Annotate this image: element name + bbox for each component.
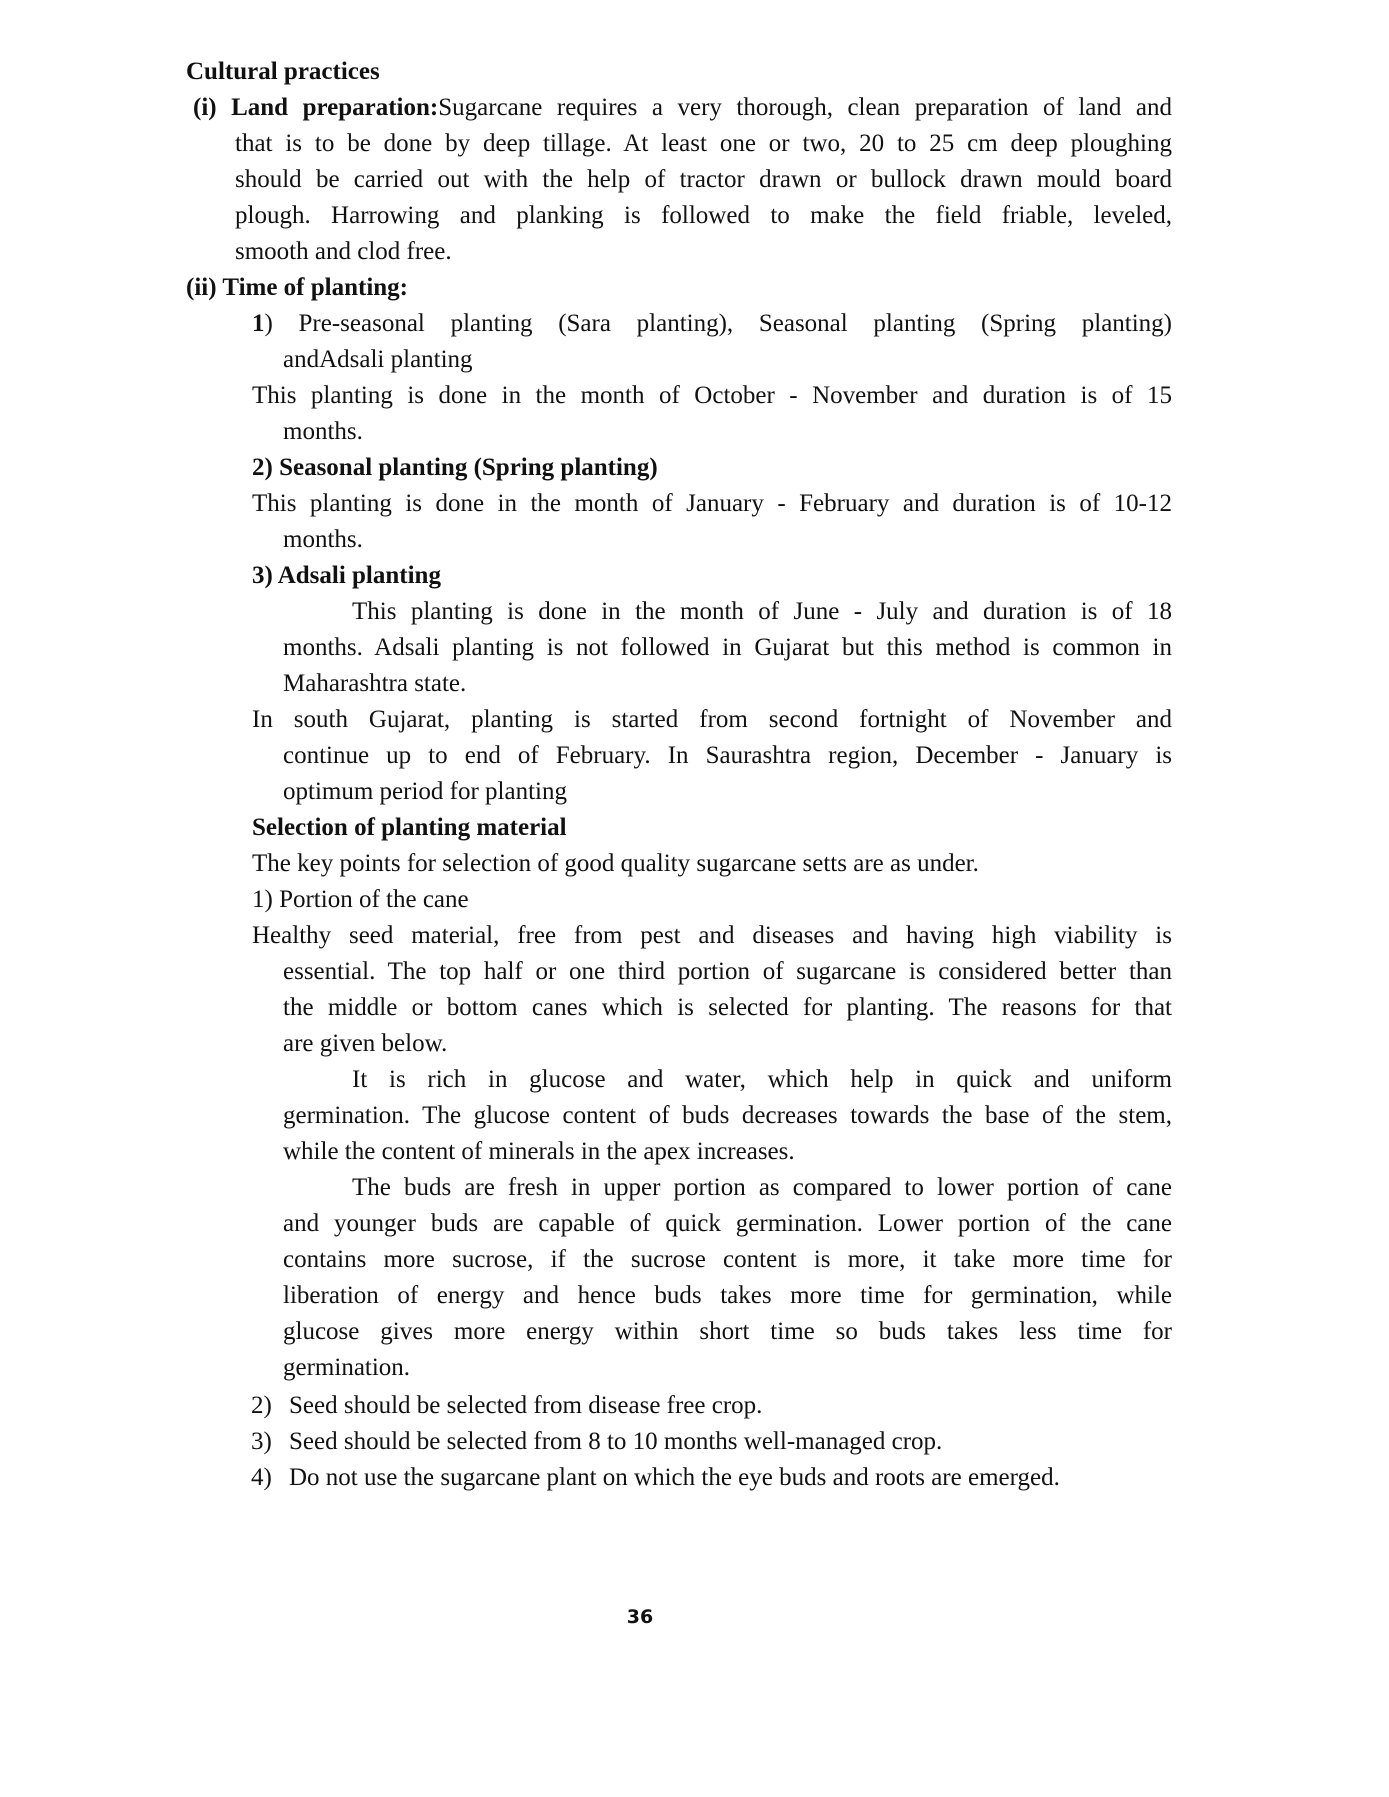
reason-2-text: The buds are fresh in upper portion as compared to lower portion of cane: [352, 1174, 1172, 1201]
list-item-number: 3): [251, 1428, 272, 1455]
list-item: [251, 1424, 1172, 1460]
planting-type-1-line: [252, 306, 1172, 342]
reason-2-text: contains more sucrose, if the sucrose content is more, it take more time for: [283, 1246, 1172, 1273]
reason-2-text: and younger buds are capable of quick germination. Lower portion of the cane: [283, 1210, 1172, 1237]
list-item-text: Seed should be selected from 8 to 10 months well-managed crop.: [289, 1428, 943, 1455]
adsali-planting-desc: months. Adsali planting is not followed in Gujarat but this method is common in: [283, 634, 1172, 661]
list-item-number: 2): [251, 1392, 272, 1419]
regional-planting-text: continue up to end of February. In Saurashtra region, December - January is: [283, 742, 1172, 769]
point-1-text: are given below.: [283, 1030, 448, 1057]
point-1-title: 1) Portion of the cane: [252, 886, 469, 913]
reason-1-text: germination. The glucose content of buds decreases towards the base of the stem,: [283, 1102, 1172, 1129]
adsali-planting-desc: This planting is done in the month of June - July and duration is of 18: [352, 598, 1172, 625]
item-number: 1: [252, 310, 265, 337]
reason-1-text: It is rich in glucose and water, which help in quick and uniform: [352, 1066, 1172, 1093]
planting-type-1-desc2: months.: [283, 418, 363, 445]
land-preparation-line: should be carried out with the help of tractor drawn or bullock drawn mould board: [235, 166, 1172, 193]
reason-2-text: glucose gives more energy within short time so buds takes less time for: [283, 1318, 1172, 1345]
list-item: [251, 1388, 1172, 1424]
selection-heading: Selection of planting material: [252, 814, 567, 841]
planting-type-1-desc: This planting is done in the month of October - November and duration is of 15: [252, 382, 1172, 409]
adsali-planting-title: 3) Adsali planting: [252, 562, 441, 589]
list-item-text: Seed should be selected from disease free crop.: [289, 1392, 763, 1419]
land-preparation-label: (i) Land preparation:: [193, 94, 439, 121]
regional-planting-text: In south Gujarat, planting is started from second fortnight of November and: [252, 706, 1172, 733]
seasonal-planting-desc: This planting is done in the month of January - February and duration is of 10-12: [252, 490, 1172, 517]
planting-type-1-line2: andAdsali planting: [283, 346, 473, 373]
seasonal-planting-desc2: months.: [283, 526, 363, 553]
list-item-number: 4): [251, 1464, 272, 1491]
land-preparation-line: smooth and clod free.: [235, 238, 452, 265]
point-1-text: the middle or bottom canes which is selected for planting. The reasons for that: [283, 994, 1172, 1021]
list-item-text: Do not use the sugarcane plant on which the eye buds and roots are emerged.: [289, 1464, 1060, 1491]
reason-2-text: liberation of energy and hence buds takes more time for germination, while: [283, 1282, 1172, 1309]
land-preparation-line: plough. Harrowing and planking is followed to make the field friable, leveled,: [235, 202, 1172, 229]
land-preparation-text: Sugarcane requires a very thorough, clean preparation of land and: [438, 94, 1172, 121]
time-of-planting-heading: (ii) Time of planting:: [186, 274, 409, 301]
page-number: 36: [626, 1606, 654, 1628]
section-heading: Cultural practices: [186, 58, 380, 85]
selection-intro: The key points for selection of good quality sugarcane setts are as under.: [252, 850, 979, 877]
land-preparation-first-line: [193, 90, 1172, 126]
seasonal-planting-title: 2) Seasonal planting (Spring planting): [252, 454, 658, 481]
list-item: [251, 1460, 1172, 1496]
reason-2-text: germination.: [283, 1354, 411, 1381]
item-paren: ): [264, 310, 273, 337]
point-1-text: Healthy seed material, free from pest and diseases and having high viability is: [252, 922, 1172, 949]
land-preparation-line: that is to be done by deep tillage. At least one or two, 20 to 25 cm deep ploughing: [235, 130, 1172, 157]
item-text: Pre-seasonal planting (Sara planting), Seasonal planting (Spring planting): [298, 310, 1173, 337]
regional-planting-text: optimum period for planting: [283, 778, 567, 805]
point-1-text: essential. The top half or one third portion of sugarcane is considered better than: [283, 958, 1172, 985]
reason-1-text: while the content of minerals in the apex increases.: [283, 1138, 795, 1165]
adsali-planting-desc: Maharashtra state.: [283, 670, 467, 697]
